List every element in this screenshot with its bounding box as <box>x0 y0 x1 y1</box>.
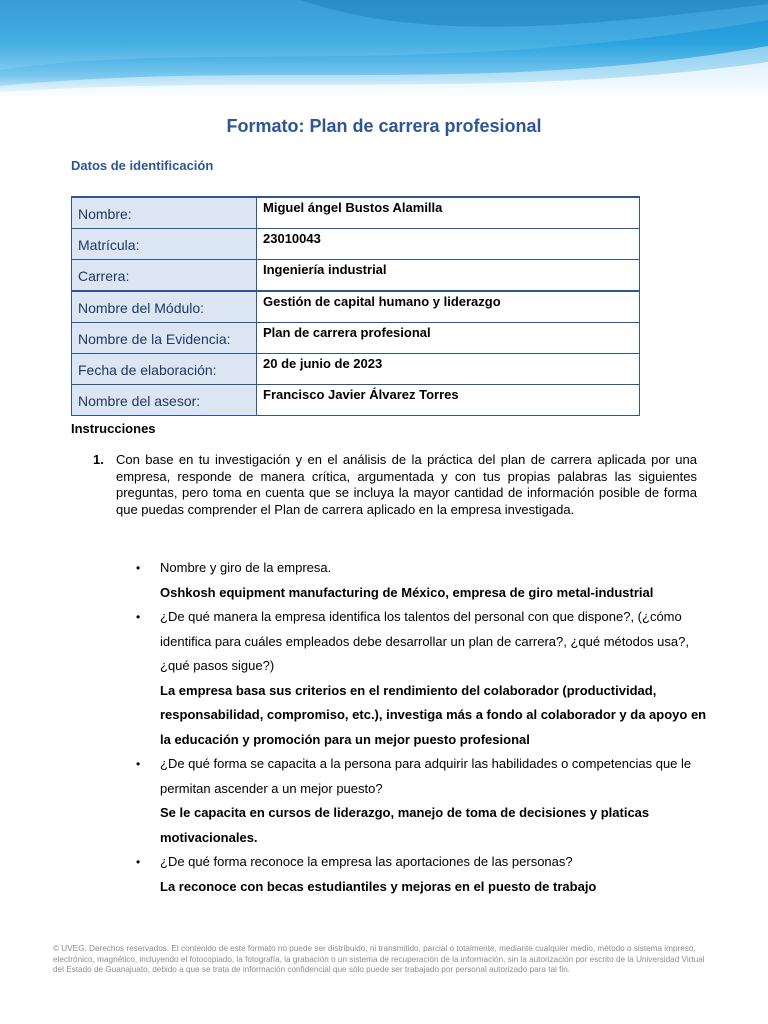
question-text: ¿De qué manera la empresa identifica los talentos del personal con que dispone?, (¿cómo identifica para cuáles empleados debe desarrollar un plan de carrera?, ¿qué métodos usa?, ¿qué pasos sigue?) <box>160 609 689 673</box>
answer-text: Se le capacita en cursos de liderazgo, manejo de toma de decisiones y platicas motivacionales. <box>160 805 650 845</box>
row-value: 23010043 <box>257 229 640 260</box>
table-row <box>72 323 640 354</box>
question-text: Nombre y giro de la empresa. <box>160 560 332 575</box>
instructions-title: Instrucciones <box>71 421 156 436</box>
row-value: 20 de junio de 2023 <box>257 354 640 385</box>
table-row <box>72 291 640 323</box>
answer-text: La empresa basa sus criterios en el rendimiento del colaborador (productividad, responsabilidad, compromiso, etc.), investiga más a fondo al colaborador y da apoyo en la educación y promoción para un mejor puesto profesional <box>160 682 707 747</box>
header-banner <box>0 0 768 96</box>
question-text: ¿De qué forma reconoce la empresa las aportaciones de las personas? <box>160 854 573 869</box>
row-label: Nombre de la Evidencia: <box>72 323 257 354</box>
question-text: ¿De qué forma se capacita a la persona para adquirir las habilidades o competencias que le permitan ascender a un mejor puesto? <box>160 756 692 796</box>
table-row <box>72 354 640 385</box>
row-value: Gestión de capital humano y liderazgo <box>257 291 640 323</box>
header-wave-graphic <box>0 0 768 96</box>
question-list <box>136 556 716 899</box>
row-label: Fecha de elaboración: <box>72 354 257 385</box>
copyright-footer: © UVEG. Derechos reservados. El contenido de este formato no puede ser distribuido, ni transmitido, parcial o totalmente, mediante cualquier medio, método o sistema impreso, electrónico, magnético, incluyendo el fotocopiado, la fotografía, la grabación o un sistema de recuperación de la información, sin la autorización por escrito de la Universidad Virtual del Estado de Guanajuato, debido a que se trata de información confidencial que sólo puede ser trabajado por personal autorizado para tal fin. <box>53 944 705 974</box>
row-label: Nombre del Módulo: <box>72 291 257 323</box>
document-title: Formato: Plan de carrera profesional <box>226 116 542 136</box>
row-label: Matrícula: <box>72 229 257 260</box>
identification-table <box>71 196 640 416</box>
table-row <box>72 260 640 292</box>
instruction-text: Con base en tu investigación y en el análisis de la práctica del plan de carrera aplicada por una empresa, responde de manera crítica, argumentada y con tus propias palabras las siguientes preguntas, pero toma en cuenta que se incluya la mayor cantidad de información posible de forma que puedas comprender el Plan de carrera aplicado en la empresa investigada. <box>116 452 697 517</box>
bullet-icon: • <box>136 757 141 771</box>
list-item <box>136 752 716 850</box>
row-value: Plan de carrera profesional <box>257 323 640 354</box>
row-label: Carrera: <box>72 260 257 292</box>
bullet-icon: • <box>136 561 141 575</box>
bullet-icon: • <box>136 855 141 869</box>
table-row <box>72 385 640 416</box>
section-title-identification: Datos de identificación <box>71 158 214 173</box>
table-row <box>72 197 640 229</box>
list-item <box>136 850 716 899</box>
row-label: Nombre del asesor: <box>72 385 257 416</box>
list-item <box>136 556 716 605</box>
instruction-number: 1. <box>93 452 104 467</box>
table-row <box>72 229 640 260</box>
bullet-icon: • <box>136 610 141 624</box>
answer-text: La reconoce con becas estudiantiles y mejoras en el puesto de trabajo <box>160 878 597 894</box>
row-value: Miguel ángel Bustos Alamilla <box>257 197 640 229</box>
row-label: Nombre: <box>72 197 257 229</box>
list-item <box>136 605 716 752</box>
answer-text: Oshkosh equipment manufacturing de México, empresa de giro metal-industrial <box>160 584 654 600</box>
row-value: Francisco Javier Álvarez Torres <box>257 385 640 416</box>
instruction-item <box>93 452 697 518</box>
row-value: Ingeniería industrial <box>257 260 640 292</box>
